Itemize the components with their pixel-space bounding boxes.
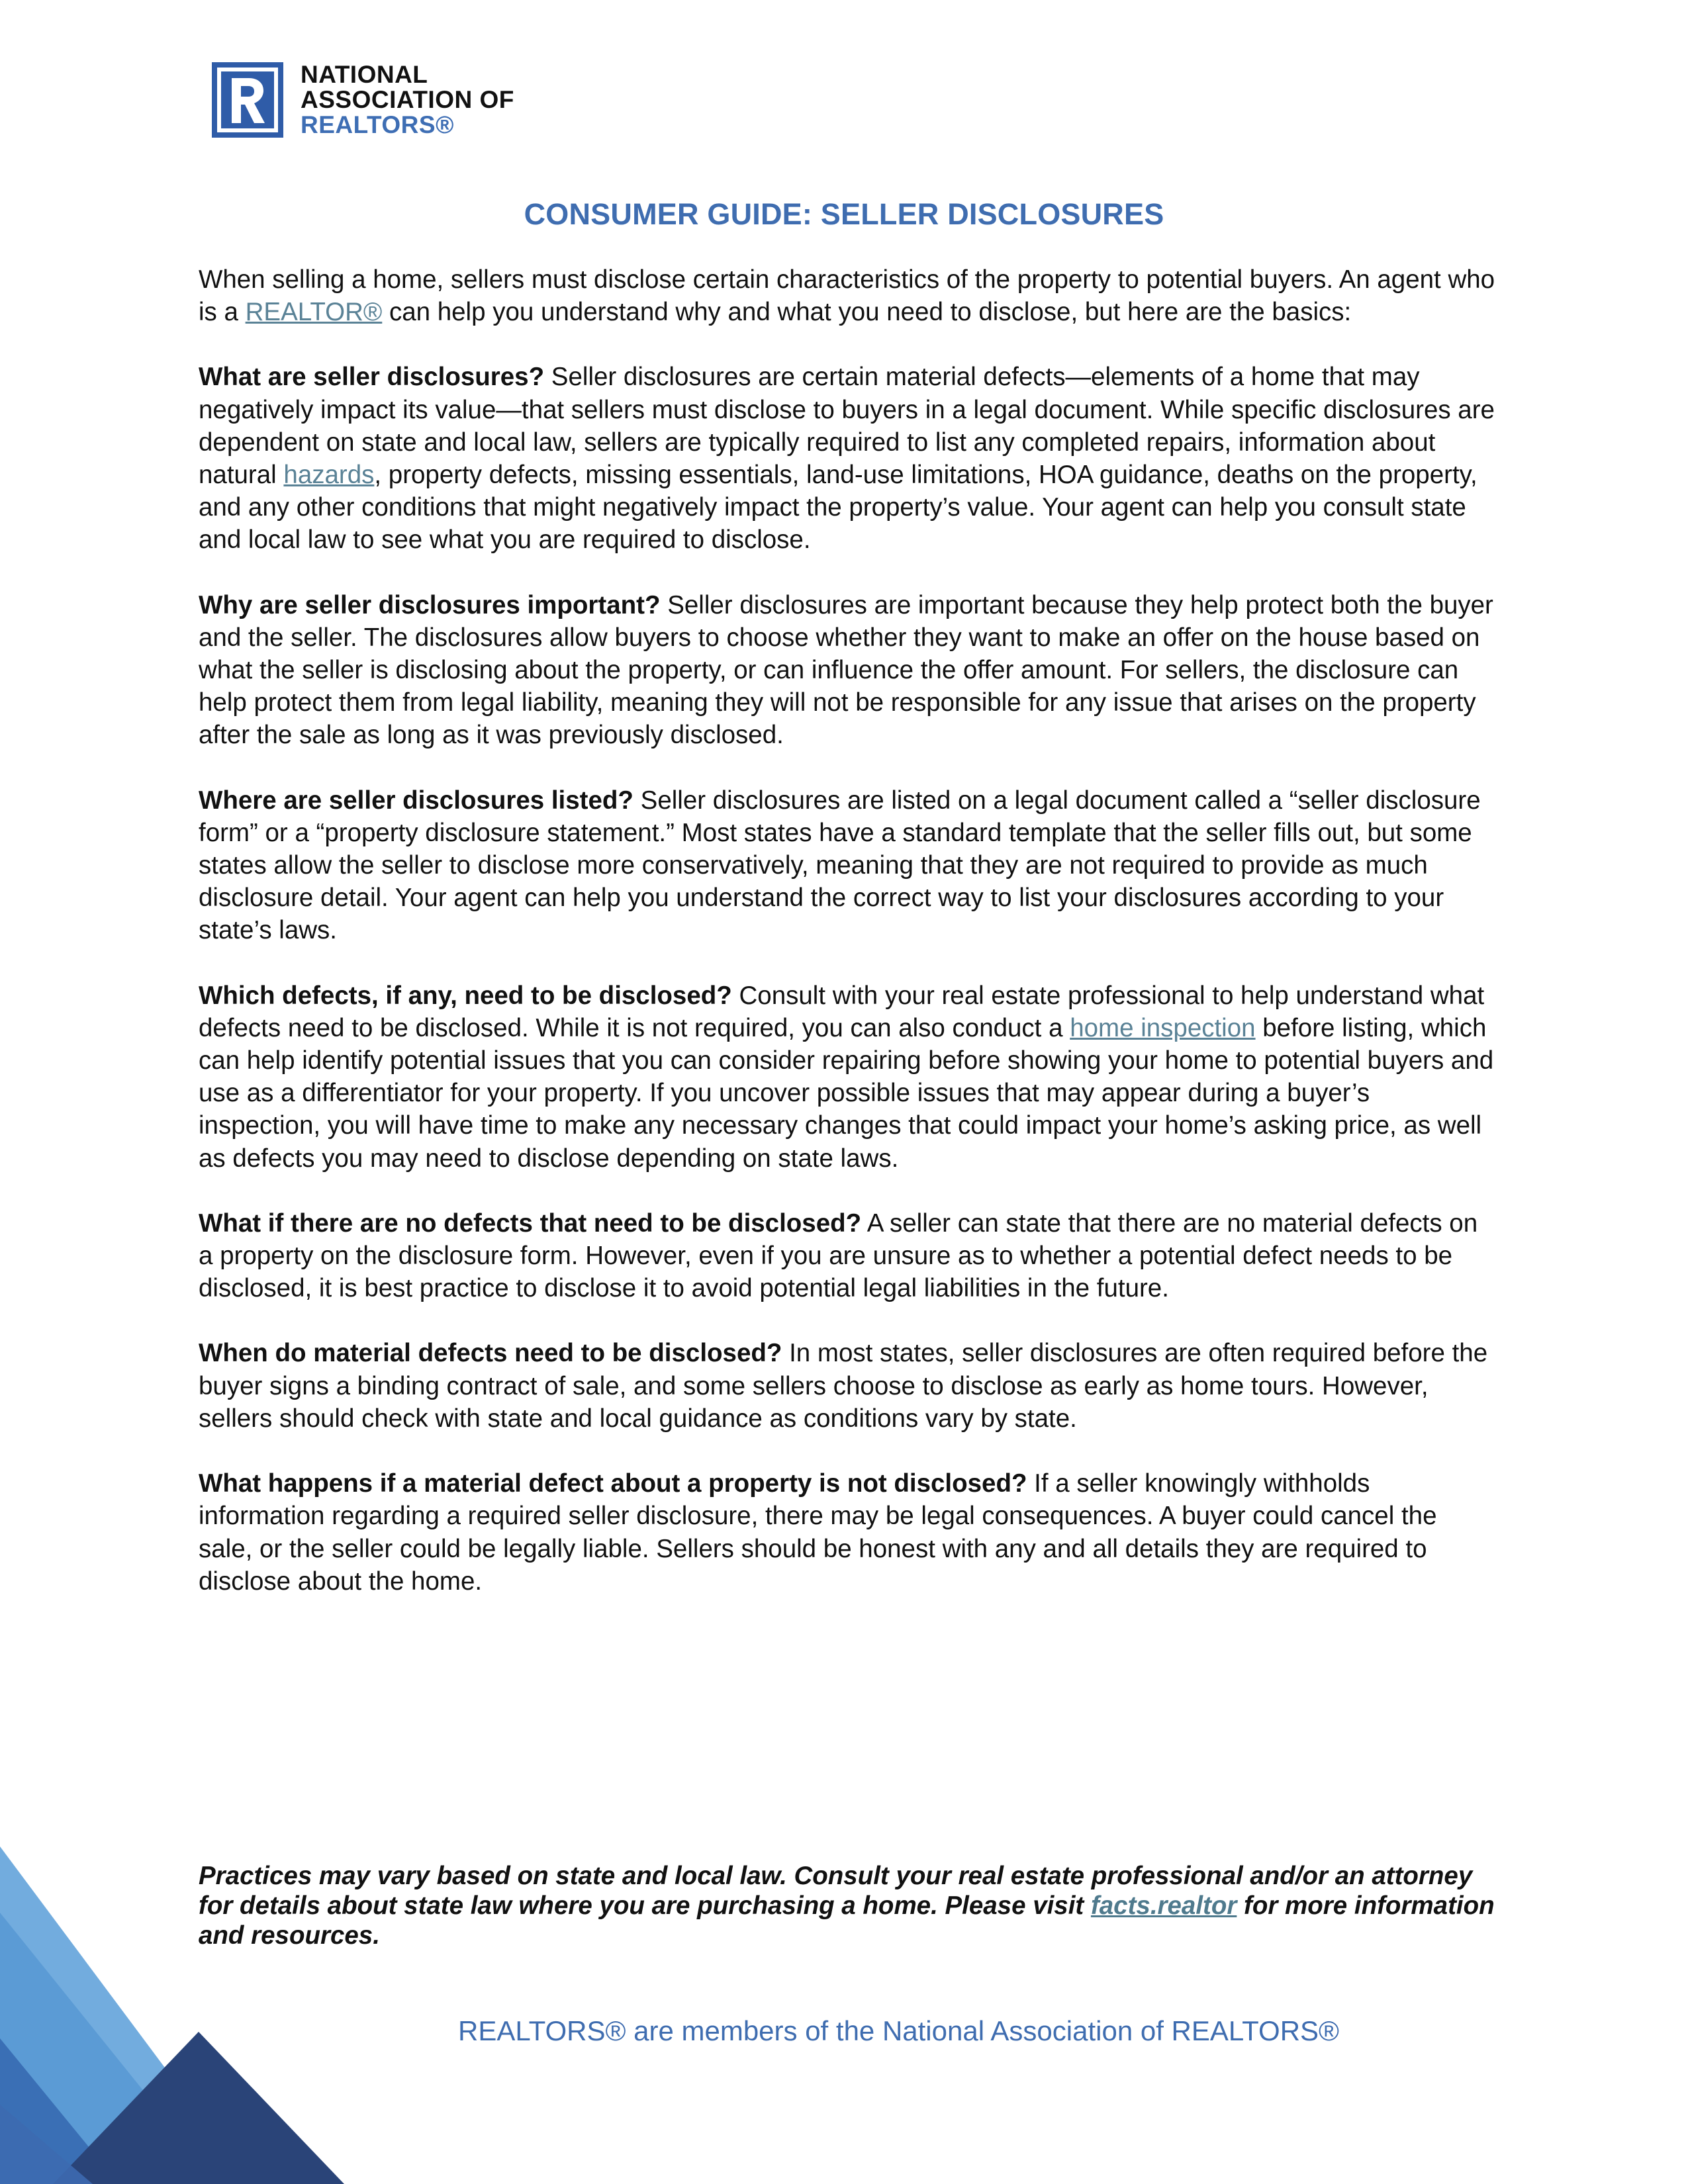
- logo-line-3: REALTORS®: [301, 111, 454, 138]
- decorative-corner-graphic: [0, 1846, 344, 2184]
- section-why-important: [199, 589, 1496, 752]
- section-question: When do material defects need to be disclosed?: [199, 1339, 782, 1368]
- section-question: What happens if a material defect about a property is not disclosed?: [199, 1469, 1027, 1498]
- logo-wordmark: [301, 62, 645, 138]
- home-inspection-link[interactable]: home inspection: [1070, 1013, 1256, 1042]
- intro-paragraph: [199, 263, 1496, 328]
- section-question: What if there are no defects that need to be disclosed?: [199, 1208, 862, 1238]
- section-no-defects: [199, 1207, 1496, 1305]
- section-text: Seller disclosures are important because they help protect both the buyer and the seller. The disclosures allow buyers to choose whether they want to make an offer on the house based on what the seller is disclosing about the property, or can influence the offer amount. For sellers, the disclosure can help protect them from legal liability, meaning they will not be responsible for any issue that arises on the property after the sale as long as it was previously disclosed.: [199, 590, 1493, 750]
- footer-tagline: REALTORS® are members of the National Association of REALTORS®: [458, 2015, 1339, 2046]
- logo-line-1: NATIONAL: [301, 61, 428, 88]
- section-text-after: before listing, which can help identify potential issues that you can consider repairing before showing your home to potential buyers and use as a differentiator for your property. If you uncover possible issues that may appear during a buyer’s inspection, you will have time to make any necessary changes that could impact your home’s asking price, as well as defects you may need to disclose depending on state laws.: [199, 1013, 1494, 1173]
- section-question: Where are seller disclosures listed?: [199, 786, 633, 815]
- section-text-before: Seller disclosures are certain material defects—elements of a home that may negatively impact its value—that sellers must disclose to buyers in a legal document. While specific disclosures are dependent on state and local law, sellers are typically required to list any completed repairs, information about natural: [199, 363, 1495, 490]
- realtor-r-logo-icon: [212, 62, 283, 138]
- section-what-are-disclosures: [199, 361, 1496, 556]
- section-text: A seller can state that there are no material defects on a property on the disclosure form. However, even if you are unsure as to whether a potential defect needs to be disclosed, it is best practice to disclose it to avoid potential legal liabilities in the future.: [199, 1208, 1478, 1303]
- section-question: Why are seller disclosures important?: [199, 590, 661, 619]
- disclaimer: [199, 1861, 1496, 1950]
- logo-line-2: ASSOCIATION OF: [301, 86, 514, 113]
- intro-text-before: When selling a home, sellers must disclose certain characteristics of the property to potential buyers. An agent who is a: [199, 265, 1495, 327]
- disclaimer-text-before: Practices may vary based on state and local law. Consult your real estate professional and/or an attorney for details about state law where you are purchasing a home. Please visit: [199, 1862, 1473, 1920]
- section-question: Which defects, if any, need to be disclosed?: [199, 981, 732, 1010]
- section-not-disclosed: [199, 1467, 1496, 1598]
- section-text-after: , property defects, missing essentials, land-use limitations, HOA guidance, deaths on the property, and any other conditions that might negatively impact the property’s value. Your agent can help you consult state and local law to see what you are required to disclose.: [199, 461, 1477, 555]
- section-where-listed: [199, 784, 1496, 947]
- document-body: [199, 263, 1496, 1630]
- section-text: If a seller knowingly withholds information regarding a required seller disclosure, there may be legal consequences. A buyer could cancel the sale, or the seller could be legally liable. Sellers should be honest with any and all details they are required to disclose about the home.: [199, 1469, 1437, 1596]
- section-when-disclosed: [199, 1337, 1496, 1435]
- section-text: Seller disclosures are listed on a legal document called a “seller disclosure form” or a “property disclosure statement.” Most states have a standard template that the seller fills out, but some states allow the seller to disclose more conservatively, meaning that they are not required to provide as much disclosure detail. Your agent can help you understand the correct way to list your disclosures according to your state’s laws.: [199, 786, 1481, 945]
- hazards-link[interactable]: hazards: [283, 461, 375, 490]
- section-question: What are seller disclosures?: [199, 363, 545, 392]
- facts-realtor-link[interactable]: facts.realtor: [1090, 1891, 1237, 1920]
- section-which-defects: [199, 979, 1496, 1175]
- realtor-link[interactable]: REALTOR®: [245, 298, 383, 327]
- disclaimer-text-after: for more information and resources.: [199, 1891, 1495, 1950]
- section-text: In most states, seller disclosures are often required before the buyer signs a binding contract of sale, and some sellers choose to disclose as early as home tours. However, sellers should check with state and local guidance as conditions vary by state.: [199, 1339, 1488, 1433]
- page-title: CONSUMER GUIDE: SELLER DISCLOSURES: [524, 197, 1164, 231]
- section-text-before: Consult with your real estate professional to help understand what defects need to be disclosed. While it is not required, you can also conduct a: [199, 981, 1485, 1042]
- intro-text-after: can help you understand why and what you need to disclose, but here are the basics:: [382, 298, 1352, 327]
